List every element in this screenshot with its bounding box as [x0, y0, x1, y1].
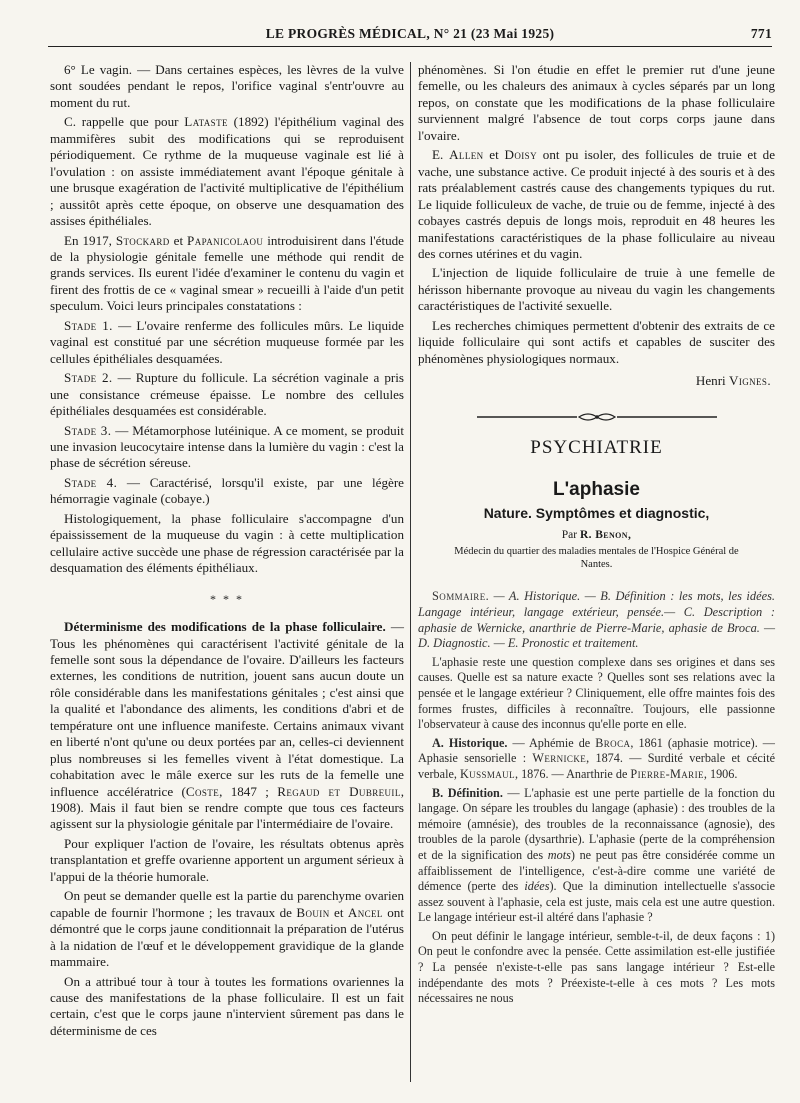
ornamental-divider — [467, 410, 727, 424]
article-title: L'aphasie — [553, 479, 640, 501]
author-ref: Lataste — [184, 114, 228, 130]
paragraph-intro: L'aphasie reste une question complexe dans ses origines et dans ses causes. Quelle est sa nature exacte ? Quelles sont ses relations avec la pensée et le langage extérieur ? Cliniquement, elle offre maintes fois des formes frustes, difficiles à reconnaître. Toujours, elle passionne l'observateur à cause des inconnus qu'elle porte en elle. — [418, 654, 775, 732]
stade-4: Stade 4. — Caractérisé, lorsqu'il existe, par une légère hémorragie vaginale (cobaye.) — [50, 474, 404, 507]
paragraph-historique: A. Historique. — Aphémie de Broca, 1861 (aphasie motrice). — Aphasie sensorielle : Wernicke, 1874. — Surdité verbale et cécité verbale, Kussmaul, 1876. — Anarthrie de Pierre-Marie, 1906. — [418, 735, 775, 781]
article-summary: Sommaire. — A. Historique. — B. Définition : les mots, les idées. Langage intérieur, langage extérieur, pensée.— C. Description : aphasie de Wernicke, anarthrie de Pierre-Marie, aphasie de Broca. — D. Diagnostic. — E. Pronostic et traitement. — [418, 589, 775, 651]
paragraph-determinisme: Déterminisme des modifications de la phase folliculaire. — Tous les phénomènes qui caractérisent l'activité génitale de la femelle sont sous la dépendance de l'ovaire. D'ailleurs les facteurs externes, les conditions de nutrition, jouent sans aucun doute un rôle considérable dans les manifestations génitales ; c'est ainsi que la qualité et l'abondance des aliments, les conditions d'abri et de température ont une influence manifeste. Certains animaux vivant en liberté n'ont qu'une ou deux portées par an, celles-ci deviennent plus nombreuses si les femelles vivent à l'état domestique. La cohabitation avec le mâle exerce sur les ruts de la femelle une influence accélératrice (Coste, 1847 ; Regaud et Dubreuil, 1908). Mais il faut bien se rendre compte que tous ces facteurs agissent sur la physiologie génitale par l'intermédiaire de l'ovaire. — [50, 619, 404, 832]
author-affiliation: Médecin du quartier des maladies mentales de l'Hospice Général de Nantes. — [454, 546, 739, 571]
paragraph-formations: On a attribué tour à tour à toutes les formations ovariennes la cause des manifestations de la phase folliculaire. Il est un fait certain, c'est que le corps jaune n'intervient sûrement pas dans le déterminisme de ces — [50, 973, 404, 1038]
subsection-heading: Déterminisme des modifications de la phase folliculaire. — [64, 619, 386, 635]
running-header — [48, 24, 772, 47]
author-signature: Henri Vignes. — [695, 373, 771, 389]
paragraph-continuation: phénomènes. Si l'on étudie en effet le premier rut d'une jeune femelle, ou les chaleurs des animaux à cycles séparés par un long repos, on constate que les modifications de la phase folliculaire surviennent malgré l'absence de tout corps corps jaune dans l'ovaire. — [418, 62, 775, 143]
author-ref: Papanicolaou — [187, 232, 264, 248]
left-column — [50, 62, 404, 1042]
paragraph-ovaire: Pour expliquer l'action de l'ovaire, les résultats obtenus après transplantation et greffe ovarienne apportent un argument sérieux à l'appui de la théorie humorale. — [50, 835, 404, 884]
paragraph-vagin: 6° Le vagin. — Dans certaines espèces, les lèvres de la vulve sont soudées pendant le repos, l'orifice vaginal s'entr'ouvre au moment du rut. — [50, 62, 404, 110]
article-author: Par R. Benon, — [561, 528, 632, 541]
paragraph-stockard: En 1917, Stockard et Papanicolaou introduisirent dans l'étude de la physiologie génitale femelle une méthode qui rendit de grands services. Ils eurent l'idée d'examiner le contenu du vagin et firent des frottis de ce « vaginal smear » recueilli à l'aide d'un petit speculum. Voici leurs principales constatations : — [50, 232, 404, 314]
paragraph-parenchyme: On peut se demander quelle est la partie du parenchyme ovarien capable de fournir l'hormone ; les travaux de Bouin et Ancel ont démontré que le corps jaune conditionnait la préparation de l'utérus à la nidation de l'œuf et le développement gravidique de la glande mammaire. — [50, 888, 404, 970]
column-divider — [410, 62, 411, 1082]
paragraph-allen-doisy: E. Allen et Doisy ont pu isoler, des follicules de truie et de vache, une substance active. Ce produit injecté à des souris et à des rats préalablement castrés cause des changements typiques du rut. Le liquide folliculeux de vache, de truie ou de femme, injecté à des cobayes castrés depuis de longs mois, reproduit en 48 heures les manifestations caractéristiques de la phase folliculaire au niveau des cornes utérines et du vagin. — [418, 147, 776, 261]
stade-3: Stade 3. — Métamorphose lutéinique. A ce moment, se produit une invasion leucocytaire intense dans la lumière du vagin : c'est la phase de sécrétion séreuse. — [50, 422, 404, 471]
journal-title: LE PROGRÈS MÉDICAL, N° 21 (23 Mai 1925) — [265, 26, 555, 41]
paragraph-lataste: C. rappelle que pour Lataste (1892) l'épithélium vaginal des mammifères subit des modifications qui se reproduisent périodiquement. Ce rythme de la muqueuse vaginale est lié à l'ovulation : on assiste immédiatement avant l'époque génitale à une brusque exagération de l'activité multiplicative de l'épithélium ; aussitôt après cette époque, on observe une desquamation des assises épithéliales. — [50, 114, 404, 229]
paragraph-langage-interieur: On peut définir le langage intérieur, semble-t-il, de deux façons : 1) On peut le confondre avec la pensée. Cette assimilation est-elle justifiée ? La pensée n'existe-t-elle pas sans langage intérieur ? Est-elle indépendante des mots ? Préexiste-t-elle à ces mots ? Les mots nécessaires ne nous — [418, 928, 775, 1006]
right-column — [418, 62, 775, 1010]
author-ref: Stockard — [115, 232, 170, 248]
article-subtitle: Nature. Symptômes et diagnostic, — [483, 504, 710, 521]
section-asterism: * * * — [210, 591, 244, 606]
paragraph-recherches: Les recherches chimiques permettent d'obtenir des extraits de ce liquide folliculaire qui sont actifs et capables de susciter des phénomènes physiologiques normaux. — [418, 317, 775, 366]
page-number: 771 — [750, 26, 772, 41]
paragraph-definition: B. Définition. — L'aphasie est une perte partielle de la fonction du langage. On sépare les troubles du langage (aphasie) : des troubles de la mémoire (amnésie), des troubles de la reconnaissance (agnosie), des troubles de la parole (dysarthrie). L'aphasie (perte de la compréhension et de la signification des mots) ne peut pas être considérée comme un affaiblissement de l'intelligence, c'est-à-dire comme une variété de démence (perte des idées). Que la diminution intellectuelle s'associe assez souvent à l'aphasie, cela est juste, mais cela est une autre question. Le langage intérieur est-il altéré dans l'aphasie ? — [418, 785, 775, 925]
paragraph-histologie: Histologiquement, la phase folliculaire s'accompagne d'un épaississement de la muqueuse du vagin : à cette multiplication cellulaire active succède une phase de régression caractérisée par la desquamation des éléments épithéliaux. — [50, 510, 404, 576]
paragraph-herisson: L'injection de liquide folliculaire de truie à une femelle de hérisson hibernante provoque au niveau du vagin les changements caractéristiques de l'activité sexuelle. — [418, 265, 775, 314]
stade-1: Stade 1. — L'ovaire renferme des follicules mûrs. Le liquide vaginal est constitué par une sécrétion muqueuse formée par les cellules épithéliales desquamées. — [50, 317, 404, 366]
stade-2: Stade 2. — Rupture du follicule. La sécrétion vaginale a pris une consistance crémeuse épaisse. Le nombre des cellules épithéliales desquamées est considérable. — [50, 370, 404, 419]
section-heading: PSYCHIATRIE — [530, 436, 663, 458]
